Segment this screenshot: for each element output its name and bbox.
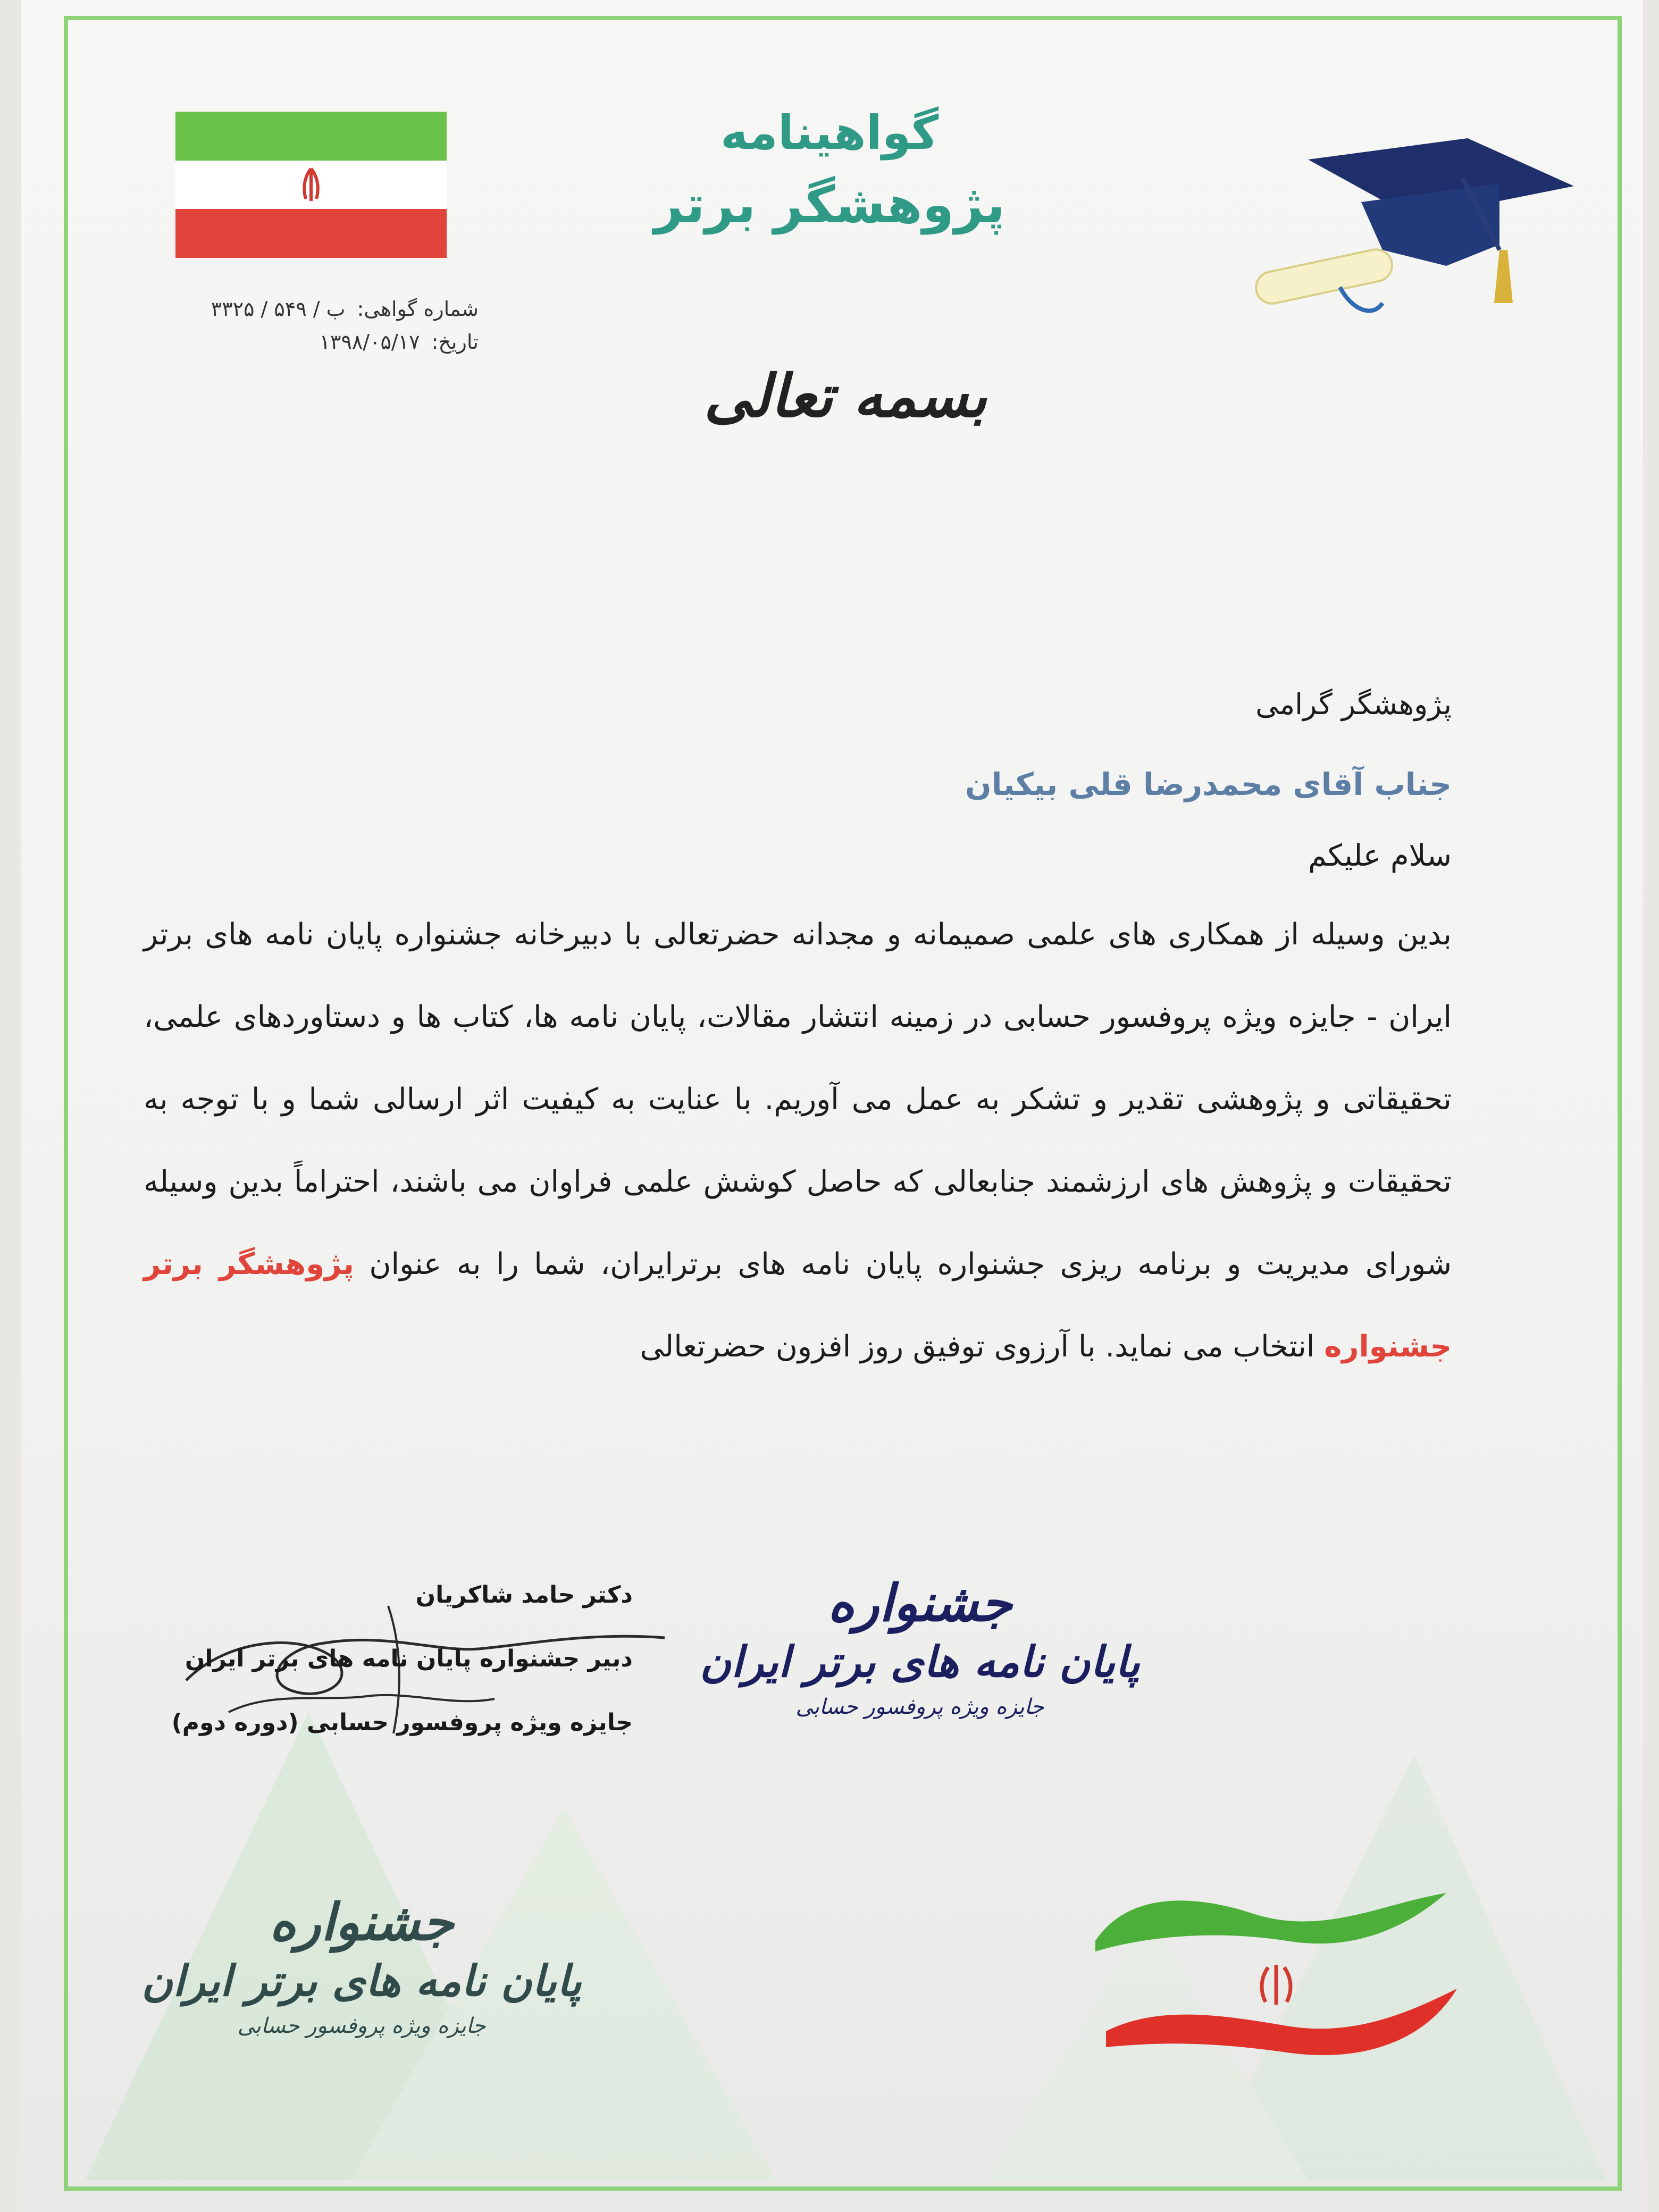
recipient-name: جناب آقای محمدرضا قلی بیکیان (965, 766, 1452, 802)
certificate-paper (21, 0, 1643, 2212)
award-title-highlight: پژوهشگر برتر جشنواره (144, 1247, 1452, 1364)
festival-logo-bottom (128, 1893, 596, 2106)
logo-bottom-line1: جشنواره (269, 1892, 454, 1952)
signer-name: دکتر حامد شاکریان (415, 1581, 633, 1608)
logo-bottom-tagline: جایزه ویژه پروفسور حسابی (237, 2014, 486, 2038)
iran-flag (175, 112, 447, 258)
logo-line2: پایان نامه های برتر ایران (700, 1637, 1140, 1687)
graduation-cap-icon (1244, 128, 1585, 351)
logo-line1: جشنواره (827, 1573, 1012, 1633)
festival-logo (691, 1574, 1149, 1787)
logo-bottom-line2: پایان نامه های برتر ایران (141, 1956, 582, 2006)
signer-role: دبیر جشنواره پایان نامه های برتر ایران (185, 1645, 633, 1672)
date-row (117, 325, 479, 358)
greeting-text: پژوهشگر گرامی (1255, 688, 1452, 721)
certificate-number-label: شماره گواهی: (357, 297, 479, 321)
logo-tagline: جایزه ویژه پروفسور حسابی (795, 1695, 1044, 1719)
certificate-body (144, 659, 1452, 1388)
title-text: گواهینامه (720, 105, 939, 160)
signer-award: جایزه ویژه پروفسور حسابی (دوره دوم) (171, 1709, 633, 1736)
body-paragraph (144, 893, 1452, 1388)
bismillah-text: بسمه تعالی (703, 362, 987, 430)
salutation-text: سلام علیکم (1308, 839, 1452, 873)
certificate-number-row (117, 292, 479, 325)
subtitle-text: پژوهشگر برتر (653, 175, 1006, 234)
certificate-number: ب / ۵۴۹ / ۳۳۲۵ (211, 297, 346, 321)
certificate-date: ۱۳۹۸/۰۵/۱۷ (319, 330, 420, 354)
certificate-title (585, 101, 1074, 245)
date-label: تاریخ: (431, 330, 479, 354)
signature-block (144, 1563, 633, 1755)
body-paragraph-part2: انتخاب می نماید. با آرزوی توفیق روز افزون حضرتعالی (640, 1329, 1315, 1364)
flag-emblem-icon (295, 166, 327, 203)
flag-ribbon-icon (1085, 1872, 1468, 2095)
body-paragraph-part1: بدین وسیله از همکاری های علمی صمیمانه و مجدانه حضرتعالی با دبیرخانه جشنواره پایان نامه های برتر ایران - جایزه ویژه پروفسور حسابی در زمینه انتشار مقالات، پایان نامه ها، کتاب ها و دستاوردهای علمی، تحقیقاتی و پژوهشی تقدیر و تشکر به عمل می آوریم. با عنایت به کیفیت اثر ارسالی شما و با توجه به تحقیقات و پژوهش های ارزشمند جنابعالی که حاصل کوشش علمی فراوان می باشند، احتراماً بدین وسیله شورای مدیریت و برنامه ریزی جشنواره پایان نامه های برترایران، شما را به عنوان (144, 917, 1452, 1281)
certificate-meta (117, 292, 479, 358)
